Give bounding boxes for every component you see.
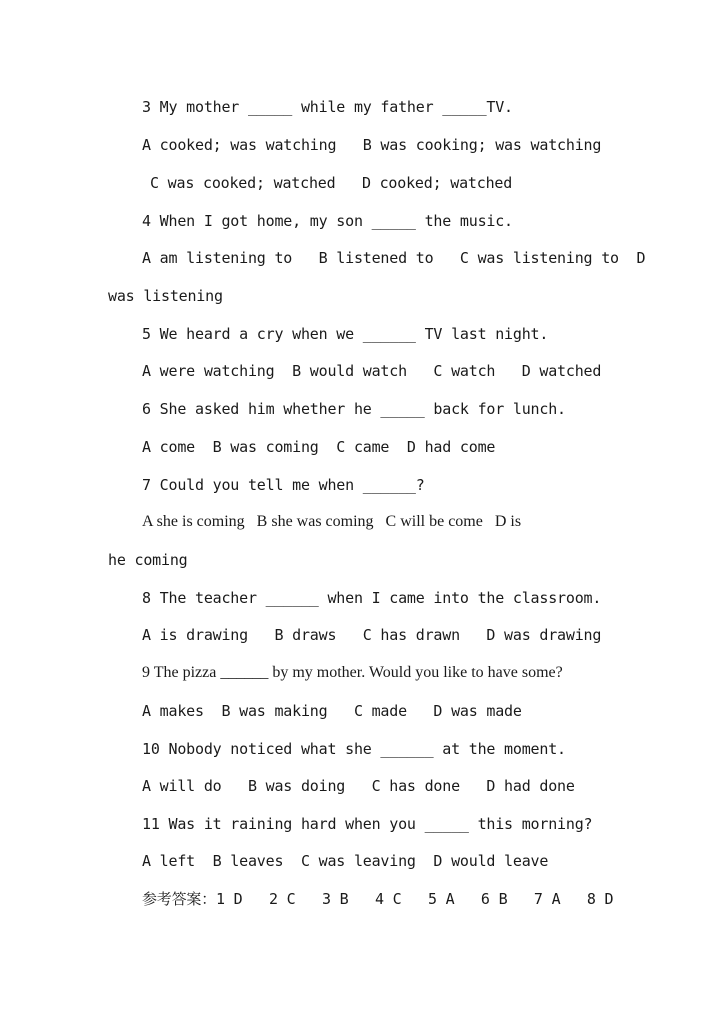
question-4: 4 When I got home, my son _____ the music.	[142, 212, 513, 230]
question-8-options: A is drawing B draws C has drawn D was drawing	[142, 626, 602, 644]
question-4-options: A am listening to B listened to C was listening to D	[142, 249, 646, 267]
question-7: 7 Could you tell me when ______?	[142, 476, 425, 494]
question-4-options-cont: was listening	[108, 287, 223, 305]
question-11-options: A left B leaves C was leaving D would leave	[142, 852, 549, 870]
question-5-options: A were watching B would watch C watch D watched	[142, 362, 602, 380]
question-7-options-cont: he coming	[108, 551, 188, 569]
answer-key: 参考答案：1 D 2 C 3 B 4 C 5 A 6 B 7 A 8 D	[142, 890, 614, 908]
question-10: 10 Nobody noticed what she ______ at the moment.	[142, 740, 566, 758]
question-3-options-cont: C was cooked; watched D cooked; watched	[150, 174, 513, 192]
question-6-options: A come B was coming C came D had come	[142, 438, 496, 456]
question-5: 5 We heard a cry when we ______ TV last night.	[142, 325, 549, 343]
question-11: 11 Was it raining hard when you _____ this morning?	[142, 815, 593, 833]
question-6: 6 She asked him whether he _____ back for lunch.	[142, 400, 566, 418]
question-10-options: A will do B was doing C has done D had done	[142, 777, 575, 795]
question-8: 8 The teacher ______ when I came into the classroom.	[142, 589, 602, 607]
question-7-options: A she is coming B she was coming C will be come D is	[142, 513, 522, 530]
question-9-options: A makes B was making C made D was made	[142, 702, 522, 720]
question-9: 9 The pizza ______ by my mother. Would you like to have some?	[142, 664, 563, 681]
question-3-options: A cooked; was watching B was cooking; was watching	[142, 136, 602, 154]
question-3: 3 My mother _____ while my father _____TV.	[142, 98, 513, 116]
